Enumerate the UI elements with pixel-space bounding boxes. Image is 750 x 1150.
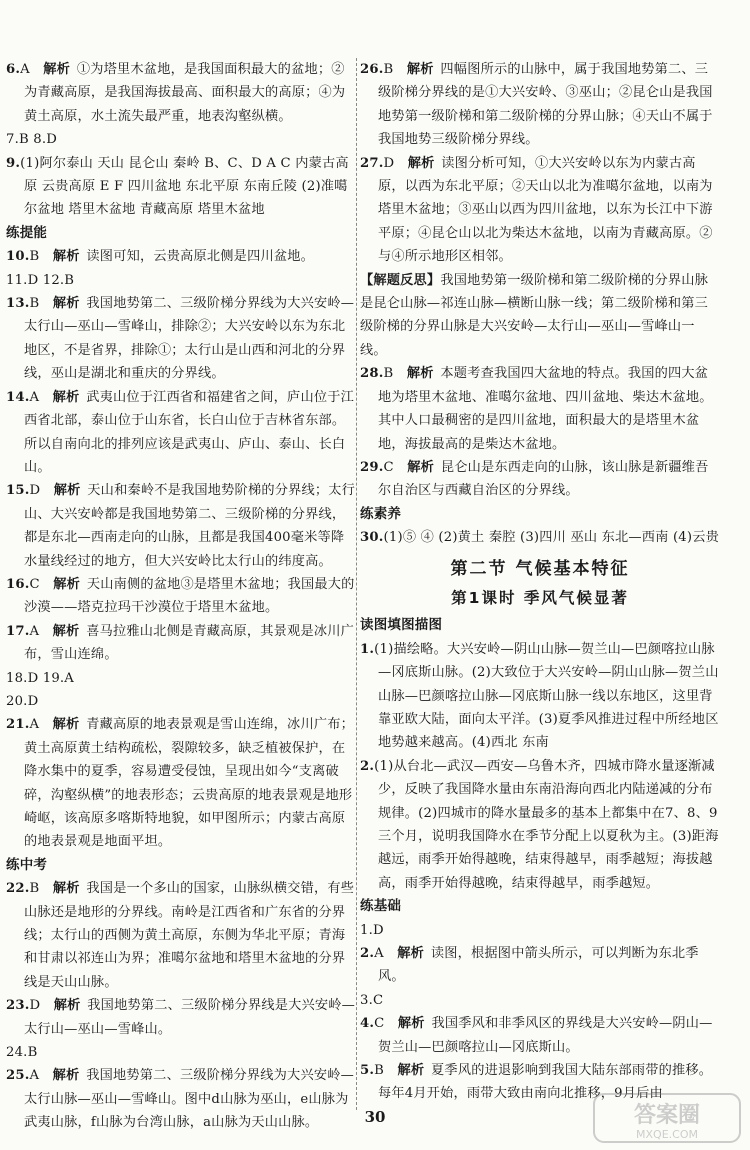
question-number: 30. [360, 530, 384, 546]
answer-item [360, 362, 720, 456]
answer-item [360, 58, 720, 152]
chapter-title: 第二节 气候基本特征 [450, 558, 630, 579]
analysis-label: 解析 [397, 1063, 425, 1079]
analysis-label: 解析 [53, 483, 81, 499]
answer-choice: A [29, 717, 40, 733]
answer-item [6, 479, 356, 573]
answer-text: 读图，根据图中箭头所示，可以判断为东北季风。 [378, 946, 699, 985]
question-number: 2. [360, 946, 375, 962]
answer-choice: B [29, 296, 40, 312]
answer-text: 我国季风和非季风区的界线是大兴安岭—阴山—贺兰山—巴颜喀拉山—冈底斯山。 [378, 1016, 713, 1055]
section-heading: 练提能 [6, 224, 48, 241]
question-number: 4. [360, 1016, 375, 1032]
question-number: 23. [6, 998, 30, 1014]
answer-line: 24.B [6, 1045, 38, 1061]
answer-text: 读图可知，云贵高原北侧是四川盆地。 [86, 249, 315, 265]
question-number: 29. [360, 459, 384, 475]
analysis-label: 解析 [52, 881, 80, 897]
answer-item [360, 942, 720, 989]
question-number: 22. [6, 881, 30, 897]
answer-item [6, 620, 356, 667]
column-divider [356, 58, 357, 1110]
answer-text: 昆仑山是东西走向的山脉，该山脉是新疆维吾尔自治区与西藏自治区的分界线。 [378, 459, 709, 499]
answer-line: 7.B 8.D [6, 132, 58, 148]
question-number: 14. [6, 389, 30, 405]
watermark-sub: MXQE.COM [636, 1128, 698, 1141]
answer-text: 青藏高原的地表景观是雪山连绵，冰川广布；黄土高原黄土结构疏松，裂隙较多，缺乏植被保护，在降水集中的夏季，容易遭受侵蚀，呈现出如今“支离破碎，沟壑纵横”的地表形态；云贵高原的地表景观是地形崎岖，该高原多喀斯特地貌，如甲图所示；内蒙古高原的地表景观是地面平坦。 [24, 717, 354, 850]
answer-item [6, 713, 356, 853]
analysis-label: 解析 [52, 296, 80, 312]
answer-choice: B [383, 366, 394, 382]
reflection-label: 【解题反思】 [360, 272, 441, 288]
watermark-title: 答案圈 [633, 1103, 701, 1128]
analysis-label: 解析 [407, 155, 435, 171]
answer-choice: D [29, 998, 41, 1014]
answer-item [6, 994, 356, 1041]
answer-line: 1.D [360, 922, 384, 938]
answer-line: 3.C [360, 992, 384, 1008]
answer-text: 我国地势第二、三级阶梯分界线为大兴安岭—太行山脉—巫山—雪峰山。图中d山脉为巫山，e山脉为武夷山脉，f山脉为台湾山脉，a山脉为天山山脉。 [24, 1068, 354, 1131]
answer-choice: D [383, 155, 395, 171]
answer-text: 我国地势第二、三级阶梯分界线是大兴安岭—太行山—巫山—雪峰山。 [24, 998, 356, 1037]
analysis-label: 解析 [52, 623, 80, 639]
right-column [360, 58, 720, 1106]
question-number: 13. [6, 296, 30, 312]
answer-item [6, 152, 356, 222]
answer-item [6, 292, 356, 386]
question-number: 25. [6, 1068, 30, 1084]
answer-choice: B [29, 881, 40, 897]
analysis-label: 解析 [53, 998, 81, 1014]
question-number: 2. [360, 758, 375, 774]
analysis-label: 解析 [52, 1068, 80, 1084]
answer-choice: C [383, 459, 394, 475]
answer-text: 喜马拉雅山北侧是青藏高原，其景观是冰川广布，雪山连绵。 [24, 623, 354, 663]
section-heading: 练中考 [6, 856, 48, 873]
answer-choice: B [29, 249, 40, 265]
answer-choice: A [29, 389, 40, 405]
answer-choice: A [374, 946, 384, 962]
answer-choice: D [29, 483, 41, 499]
answer-text: 四幅图所示的山脉中，属于我国地势第二、三级阶梯分界线的是①大兴安岭、③巫山；②昆仑山是我国地势第一级阶梯和第二级阶梯的分界山脉；④天山不属于我国地势三级阶梯分界线。 [378, 62, 713, 148]
answer-text: (1)⑤ ④ (2)黄土 秦腔 (3)四川 巫山 东北—西南 (4)云贵 [383, 530, 719, 546]
answer-text: (1)描绘略。大兴安岭—阴山山脉—贺兰山—巴颜喀拉山脉—冈底斯山脉。(2)大致位于大兴安岭—阴山山脉—贺兰山山脉—巴颜喀拉山脉—冈底斯山脉一线以东地区，这里背靠亚欧大陆，面向太平洋。(3)夏季风推进过程中所经地区地势越来越高。(4)西北 东南 [374, 641, 719, 751]
question-number: 16. [6, 576, 30, 592]
answer-text: ①为塔里木盆地，是我国面积最大的盆地；②为青藏高原，是我国海拔最高、面积最大的高原；④为黄土高原，水土流失最严重，地表沟壑纵横。 [24, 62, 346, 124]
analysis-label: 解析 [43, 62, 71, 77]
answer-item [6, 386, 356, 480]
answer-item [360, 152, 720, 269]
answer-choice: B [383, 62, 394, 77]
analysis-label: 解析 [407, 459, 435, 475]
analysis-label: 解析 [406, 62, 434, 77]
question-number: 9. [6, 155, 21, 171]
answer-line: 20.D [6, 693, 39, 709]
answer-text: 天山南侧的盆地③是塔里木盆地；我国最大的沙漠——塔克拉玛干沙漠位于塔里木盆地。 [24, 576, 355, 616]
analysis-label: 解析 [52, 249, 80, 265]
answer-item [6, 877, 356, 994]
answer-text: 读图分析可知，①大兴安岭以东为内蒙古高原，以西为东北平原；②天山以北为准噶尔盆地，以南为塔里木盆地；③巫山以西为四川盆地，以东为长江中下游平原；④昆仑山以北为柴达木盆地，以南为青藏高原。②与④所示地形区相邻。 [378, 155, 713, 265]
answer-item [360, 1012, 720, 1059]
question-number: 10. [6, 249, 30, 265]
answer-item [6, 245, 356, 268]
answer-choice: C [374, 1016, 385, 1032]
question-number: 26. [360, 62, 384, 77]
answer-item [6, 573, 356, 620]
answer-choice: A [29, 623, 40, 639]
answer-choice: C [29, 576, 40, 592]
page-number: 30 [364, 1108, 386, 1126]
analysis-label: 解析 [397, 1016, 425, 1032]
answer-text: (1)阿尔泰山 天山 昆仑山 秦岭 B、C、D A C 内蒙古高原 云贵高原 E F 四川盆地 东北平原 东南丘陵 (2)准噶尔盆地 塔里木盆地 青藏高原 塔里木盆地 [20, 155, 349, 218]
question-number: 6. [6, 62, 21, 77]
question-number: 15. [6, 483, 30, 499]
answer-item [6, 58, 356, 128]
question-number: 28. [360, 366, 384, 382]
lesson-title: 第1课时 季风气候显著 [451, 588, 629, 607]
answer-choice: B [374, 1063, 385, 1079]
answer-item [360, 456, 720, 503]
answer-line: 18.D 19.A [6, 670, 75, 686]
answer-text: 夏季风的进退影响到我国大陆东部雨带的推移。每年4月开始，雨带大致由南向北推移，9月后由 [378, 1063, 713, 1102]
question-number: 1. [360, 641, 375, 657]
watermark-logo-icon [592, 1092, 742, 1144]
answer-item [360, 526, 720, 549]
answer-text: 本题考查我国四大盆地的特点。我国的四大盆地为塔里木盆地、准噶尔盆地、四川盆地、柴达木盆地。其中人口最稠密的是四川盆地，面积最大的是塔里木盆地，海拔最高的是柴达木盆地。 [378, 366, 713, 452]
analysis-label: 解析 [52, 717, 80, 733]
reflection-note [360, 269, 720, 363]
section-heading: 读图填图描图 [360, 617, 443, 634]
analysis-label: 解析 [406, 366, 434, 382]
answer-text: 天山和秦岭不是我国地势阶梯的分界线；太行山、大兴安岭都是我国地势第二、三级阶梯的分界线，都是东北—西南走向的山脉，且都是我国400毫米等降水量线经过的地方，但大兴安岭比太行山的纬度高。 [24, 483, 356, 569]
answer-line: 11.D 12.B [6, 272, 75, 288]
question-number: 21. [6, 717, 30, 733]
answer-item [360, 755, 720, 895]
answer-choice: A [29, 1068, 40, 1084]
section-heading: 练素养 [360, 505, 402, 522]
answer-text: 我国是一个多山的国家，山脉纵横交错，有些山脉还是地形的分界线。南岭是江西省和广东省的分界线；太行山的西侧为黄土高原，东侧为华北平原；青海和甘肃以祁连山为界；准噶尔盆地和塔里木盆地的分界线是天山山脉。 [24, 881, 355, 990]
answer-choice: A [20, 62, 30, 77]
answer-text: (1)从台北—武汉—西安—乌鲁木齐，四城市降水量逐渐减少，反映了我国降水量由东南沿海向西北内陆递减的分布规律。(2)四城市的降水量最多的基本上都集中在7、8、9三个月，说明我国降水在季节分配上以夏秋为主。(3)距海越远，雨季开始得越晚，结束得越早，雨季越短；海拔越高，雨季开始得越晚，结束得越早，雨季越短。 [374, 758, 719, 891]
answer-text: 武夷山位于江西省和福建省之间，庐山位于江西省北部，泰山位于山东省，长白山位于吉林省东部。所以自南向北的排列应该是武夷山、庐山、泰山、长白山。 [24, 389, 354, 475]
answer-item [360, 638, 720, 755]
section-heading: 练基础 [360, 898, 402, 915]
left-column [6, 58, 356, 1135]
analysis-label: 解析 [52, 389, 80, 405]
analysis-label: 解析 [53, 576, 81, 592]
question-number: 17. [6, 623, 30, 639]
question-number: 27. [360, 155, 384, 171]
reflection-text: 我国地势第一级阶梯和第二级阶梯的分界山脉是昆仑山脉—祁连山脉—横断山脉一线；第二级阶梯和第三级阶梯的分界山脉是大兴安岭—太行山—巫山—雪峰山一线。 [360, 272, 709, 358]
analysis-label: 解析 [397, 946, 425, 962]
question-number: 5. [360, 1063, 375, 1079]
answer-text: 我国地势第二、三级阶梯分界线为大兴安岭—太行山—巫山—雪峰山，排除②；大兴安岭以东为东北地区，不是省界，排除①；太行山是山西和河北的分界线，巫山是湖北和重庆的分界线。 [24, 296, 355, 382]
